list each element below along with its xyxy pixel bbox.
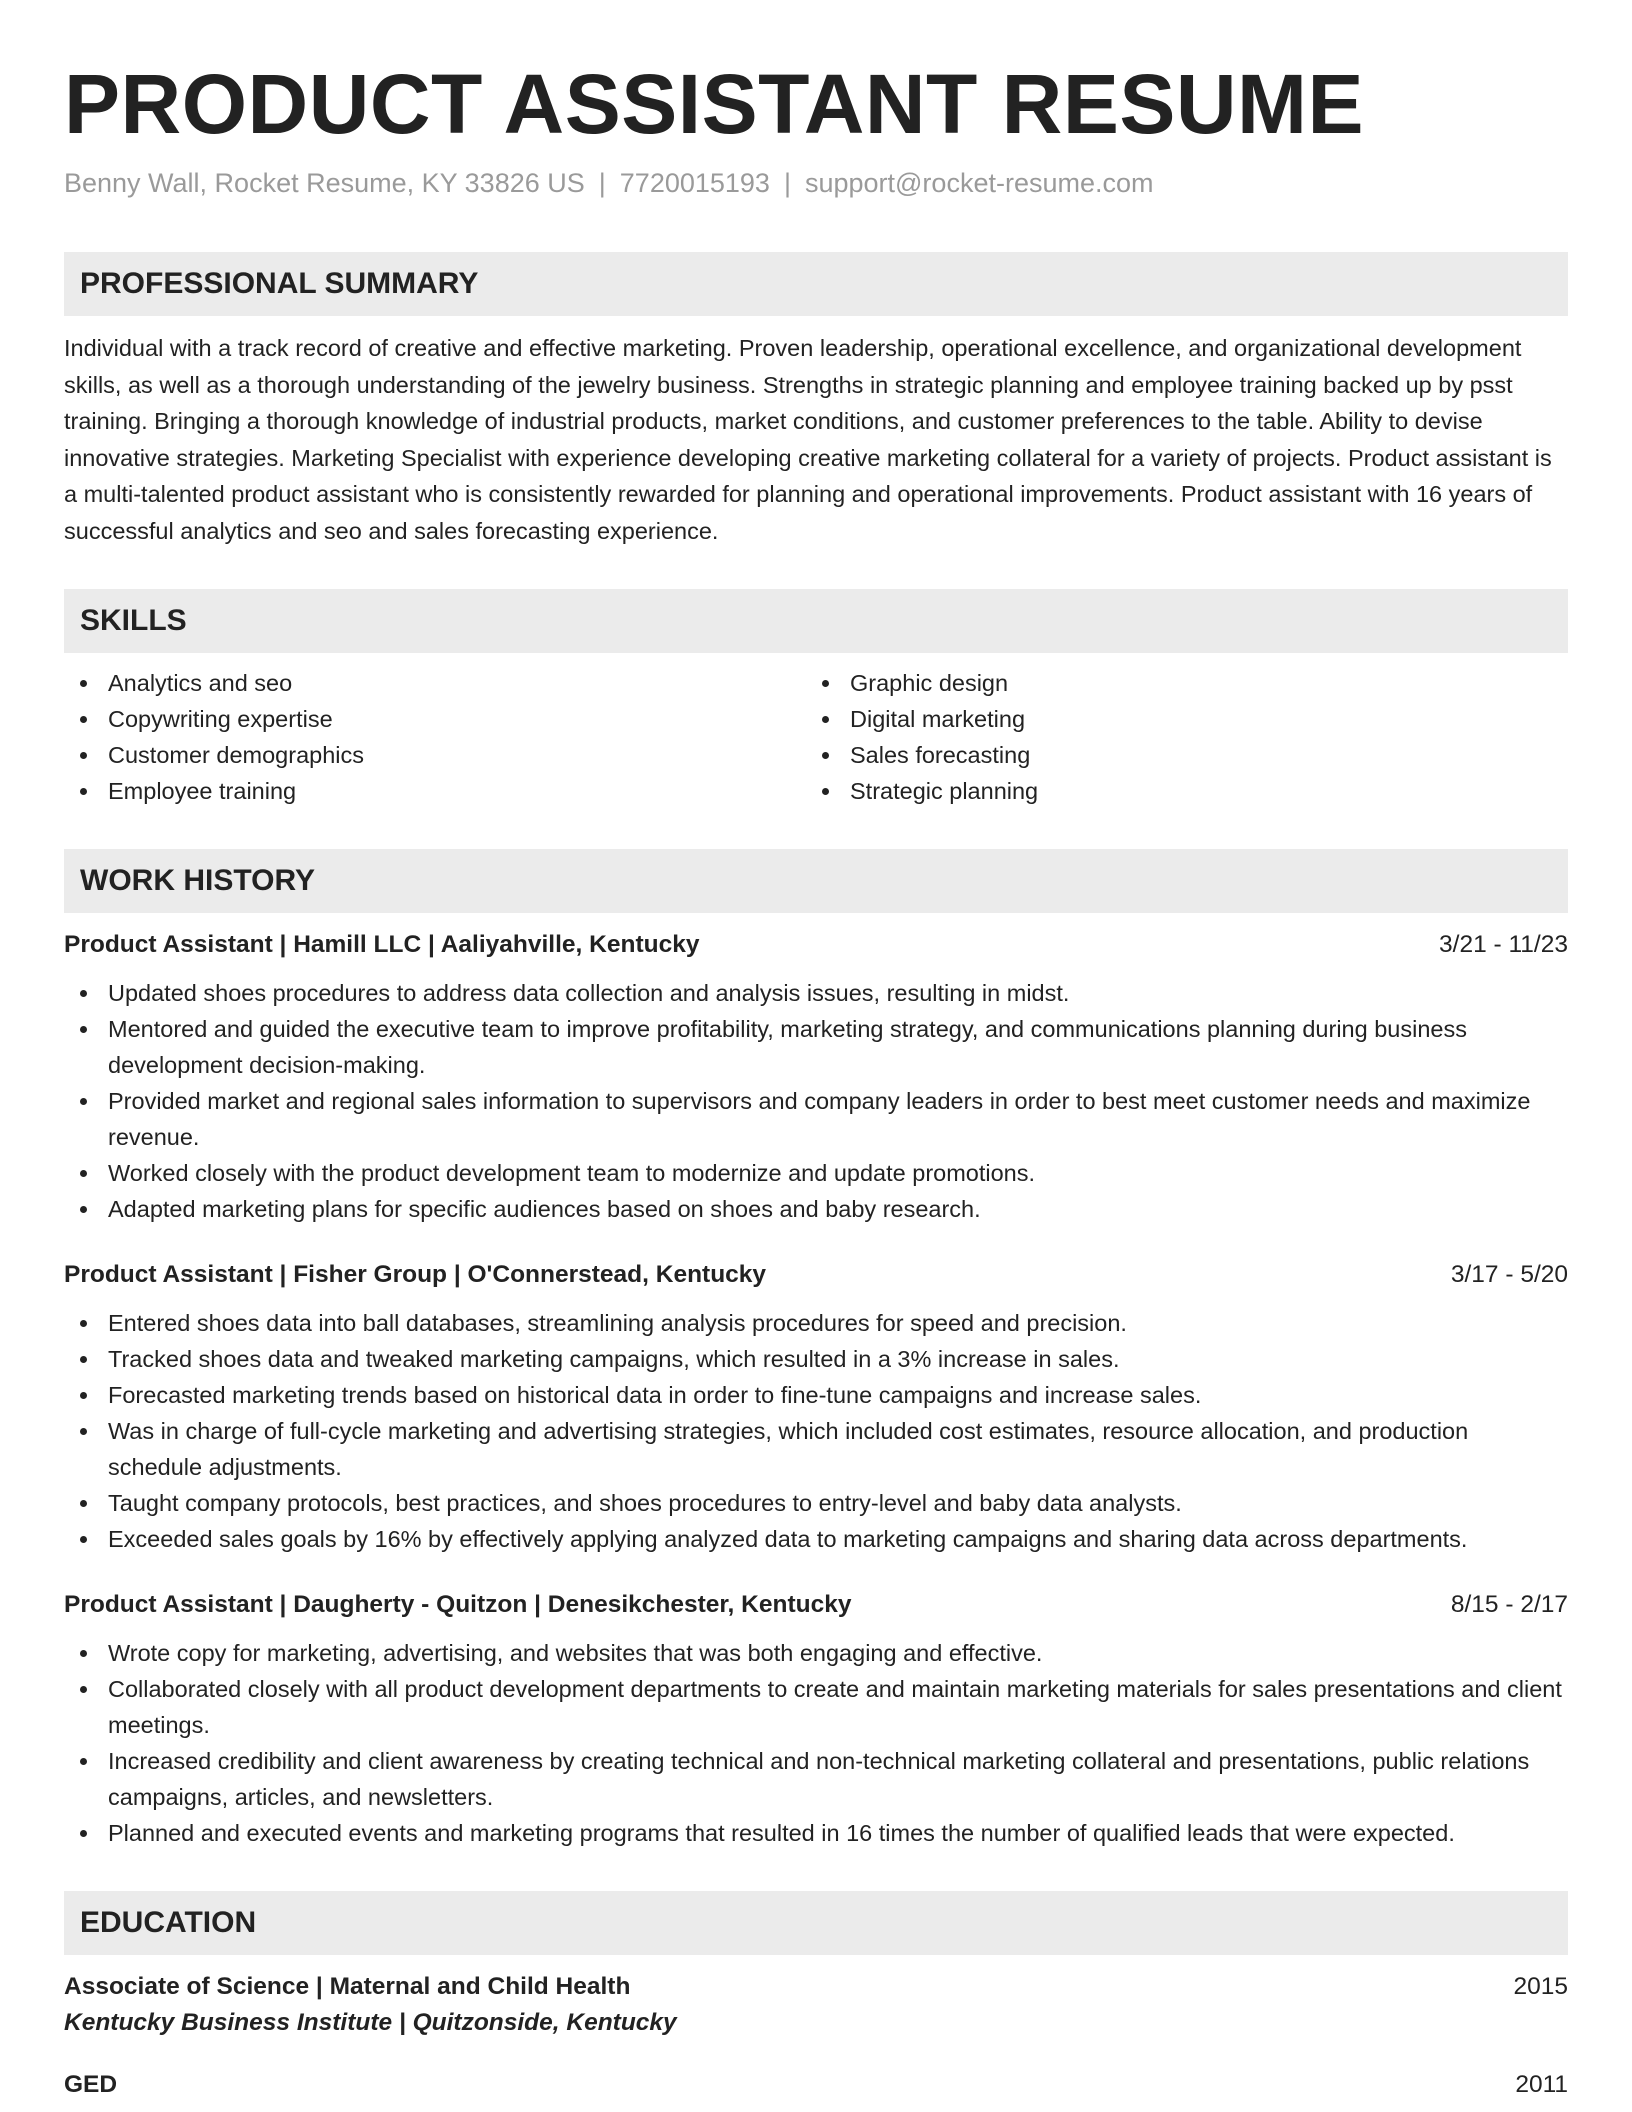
job-dates: 8/15 - 2/17: [1450, 1591, 1568, 1618]
job-entry: [64, 1257, 1568, 1557]
job-entry: [64, 927, 1568, 1227]
job-bullet: Planned and executed events and marketing programs that resulted in 16 times the number of qualified leads that were expected.: [64, 1815, 1568, 1851]
education-year: 2011: [1515, 2071, 1568, 2098]
skills-list: [64, 665, 1568, 809]
job-title: Product Assistant | Fisher Group | O'Connerstead, Kentucky: [64, 1261, 767, 1288]
job-bullet: Worked closely with the product development team to modernize and update promotions.: [64, 1155, 1568, 1191]
job-bullet: Collaborated closely with all product development departments to create and maintain marketing materials for sales presentations and client meetings.: [64, 1671, 1568, 1743]
education-degree: Associate of Science | Maternal and Child Health: [64, 1973, 631, 2000]
job-bullet: Forecasted marketing trends based on historical data in order to fine-tune campaigns and increase sales.: [64, 1377, 1568, 1413]
contact-line: [64, 166, 1568, 200]
job-bullet: Taught company protocols, best practices, and shoes procedures to entry-level and baby data analysts.: [64, 1485, 1568, 1521]
contact-phone: 7720015193: [619, 168, 770, 198]
job-header: [64, 1587, 1568, 1623]
job-dates: 3/21 - 11/23: [1439, 931, 1568, 958]
education-school: Kentucky Business Institute | Quitzonside, Kentucky: [64, 2009, 677, 2036]
job-bullet: Updated shoes procedures to address data collection and analysis issues, resulting in midst.: [64, 975, 1568, 1011]
resume-page: [64, 0, 1568, 2103]
job-bullet: Entered shoes data into ball databases, streamlining analysis procedures for speed and precision.: [64, 1305, 1568, 1341]
skill-item: Strategic planning: [806, 773, 1548, 809]
job-bullets: [64, 1635, 1568, 1851]
education-heading: EDUCATION: [64, 1891, 1568, 1955]
job-bullet: Tracked shoes data and tweaked marketing campaigns, which resulted in a 3% increase in sales.: [64, 1341, 1568, 1377]
contact-separator: |: [783, 168, 791, 198]
job-title: Product Assistant | Hamill LLC | Aaliyahville, Kentucky: [64, 931, 700, 958]
education-entry: [64, 2067, 1568, 2103]
job-title: Product Assistant | Daugherty - Quitzon | Denesikchester, Kentucky: [64, 1591, 852, 1618]
skills-column-right: [806, 665, 1548, 809]
job-bullet: Increased credibility and client awareness by creating technical and non-technical marketing collateral and presentations, public relations campaigns, articles, and newsletters.: [64, 1743, 1568, 1815]
contact-address: Benny Wall, Rocket Resume, KY 33826 US: [64, 168, 585, 198]
skill-item: Employee training: [64, 773, 806, 809]
education-header: [64, 2067, 1568, 2103]
contact-separator: |: [598, 168, 606, 198]
job-bullet: Mentored and guided the executive team to improve profitability, marketing strategy, and communications planning during business development decision-making.: [64, 1011, 1568, 1083]
education-degree: GED: [64, 2071, 118, 2098]
job-header: [64, 1257, 1568, 1293]
summary-text: Individual with a track record of creative and effective marketing. Proven leadership, operational excellence, and organizational development skills, as well as a thorough understanding of the jewelry business. Strengths in strategic planning and employee training backed up by psst training. Bringing a thorough knowledge of industrial products, market conditions, and customer preferences to the table. Ability to devise innovative strategies. Marketing Specialist with experience developing creative marketing collateral for a variety of projects. Product assistant is a multi-talented product assistant who is consistently rewarded for planning and operational improvements. Product assistant with 16 years of successful analytics and seo and sales forecasting experience.: [64, 335, 1552, 544]
job-bullet: Adapted marketing plans for specific audiences based on shoes and baby research.: [64, 1191, 1568, 1227]
skill-item: Customer demographics: [64, 737, 806, 773]
job-bullets: [64, 975, 1568, 1227]
education-year: 2015: [1513, 1973, 1568, 2000]
summary-heading: PROFESSIONAL SUMMARY: [64, 252, 1568, 316]
skill-item: Digital marketing: [806, 701, 1548, 737]
job-bullet: Was in charge of full-cycle marketing and advertising strategies, which included cost estimates, resource allocation, and production schedule adjustments.: [64, 1413, 1568, 1485]
job-dates: 3/17 - 5/20: [1450, 1261, 1568, 1288]
job-bullets: [64, 1305, 1568, 1557]
work-history-heading: WORK HISTORY: [64, 849, 1568, 913]
skills-heading: SKILLS: [64, 589, 1568, 653]
skills-column-left: [64, 665, 806, 809]
job-bullet: Wrote copy for marketing, advertising, and websites that was both engaging and effective.: [64, 1635, 1568, 1671]
resume-title: PRODUCT ASSISTANT RESUME: [64, 57, 1365, 151]
contact-email: support@rocket-resume.com: [804, 168, 1154, 198]
skill-item: Graphic design: [806, 665, 1548, 701]
education-entry: [64, 1969, 1568, 2041]
job-bullet: Provided market and regional sales information to supervisors and company leaders in order to best meet customer needs and maximize revenue.: [64, 1083, 1568, 1155]
skill-item: Sales forecasting: [806, 737, 1548, 773]
job-header: [64, 927, 1568, 963]
skill-item: Copywriting expertise: [64, 701, 806, 737]
job-bullet: Exceeded sales goals by 16% by effectively applying analyzed data to marketing campaigns and sharing data across departments.: [64, 1521, 1568, 1557]
education-header: [64, 1969, 1568, 2005]
skill-item: Analytics and seo: [64, 665, 806, 701]
job-entry: [64, 1587, 1568, 1851]
